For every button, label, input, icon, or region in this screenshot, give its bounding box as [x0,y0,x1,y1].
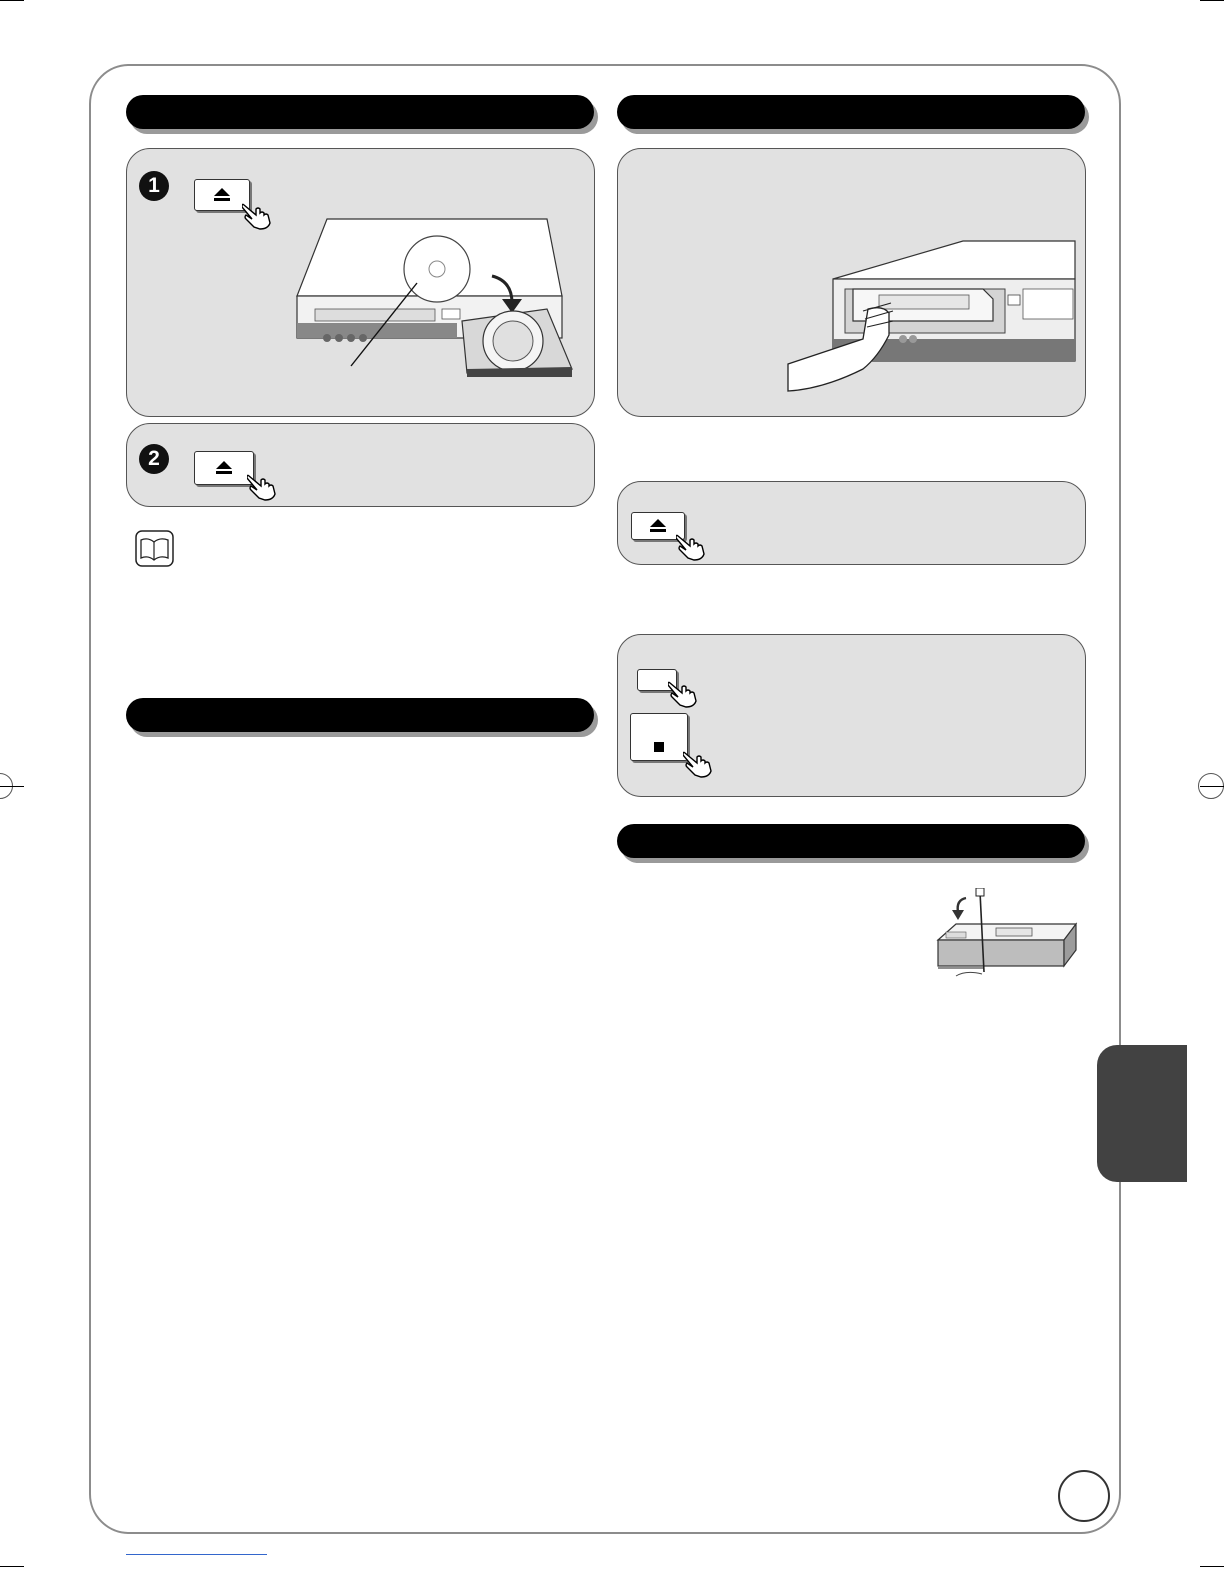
step-number-badge: 2 [139,444,169,474]
pointing-hand-icon [247,472,281,502]
pointing-hand-icon [683,749,717,779]
cassette-insert-panel [617,148,1086,417]
book-icon [135,530,174,567]
footer-rule [126,1554,267,1555]
registration-line [0,786,24,787]
crop-mark [1200,1566,1224,1567]
step-2-panel [126,423,595,507]
section-header-bar [126,95,594,129]
step-1-panel [126,148,595,417]
section-header-bar [126,698,594,732]
eject-icon [649,519,667,533]
stop-panel [617,634,1086,797]
step-number-badge: 1 [139,171,169,201]
stop-icon [654,742,664,752]
crop-mark [0,0,24,1]
cassette-tab-illustration [936,888,1082,984]
registration-line [1200,786,1224,787]
section-header-bar [617,95,1085,129]
section-header-bar [617,824,1085,858]
pointing-hand-icon [668,679,702,709]
cassette-insert-illustration [783,239,1078,399]
pointing-hand-icon [676,532,710,562]
crop-mark [0,1566,24,1567]
pointing-hand-icon [242,201,276,231]
disc-tray-illustration [287,211,587,391]
cassette-eject-panel [617,481,1086,565]
page-number-circle [1058,1470,1110,1522]
eject-icon [213,188,231,202]
crop-mark [1200,0,1224,1]
stop-button[interactable] [630,713,688,761]
eject-button[interactable] [194,451,254,485]
section-side-tab [1097,1045,1187,1182]
eject-icon [215,461,233,475]
